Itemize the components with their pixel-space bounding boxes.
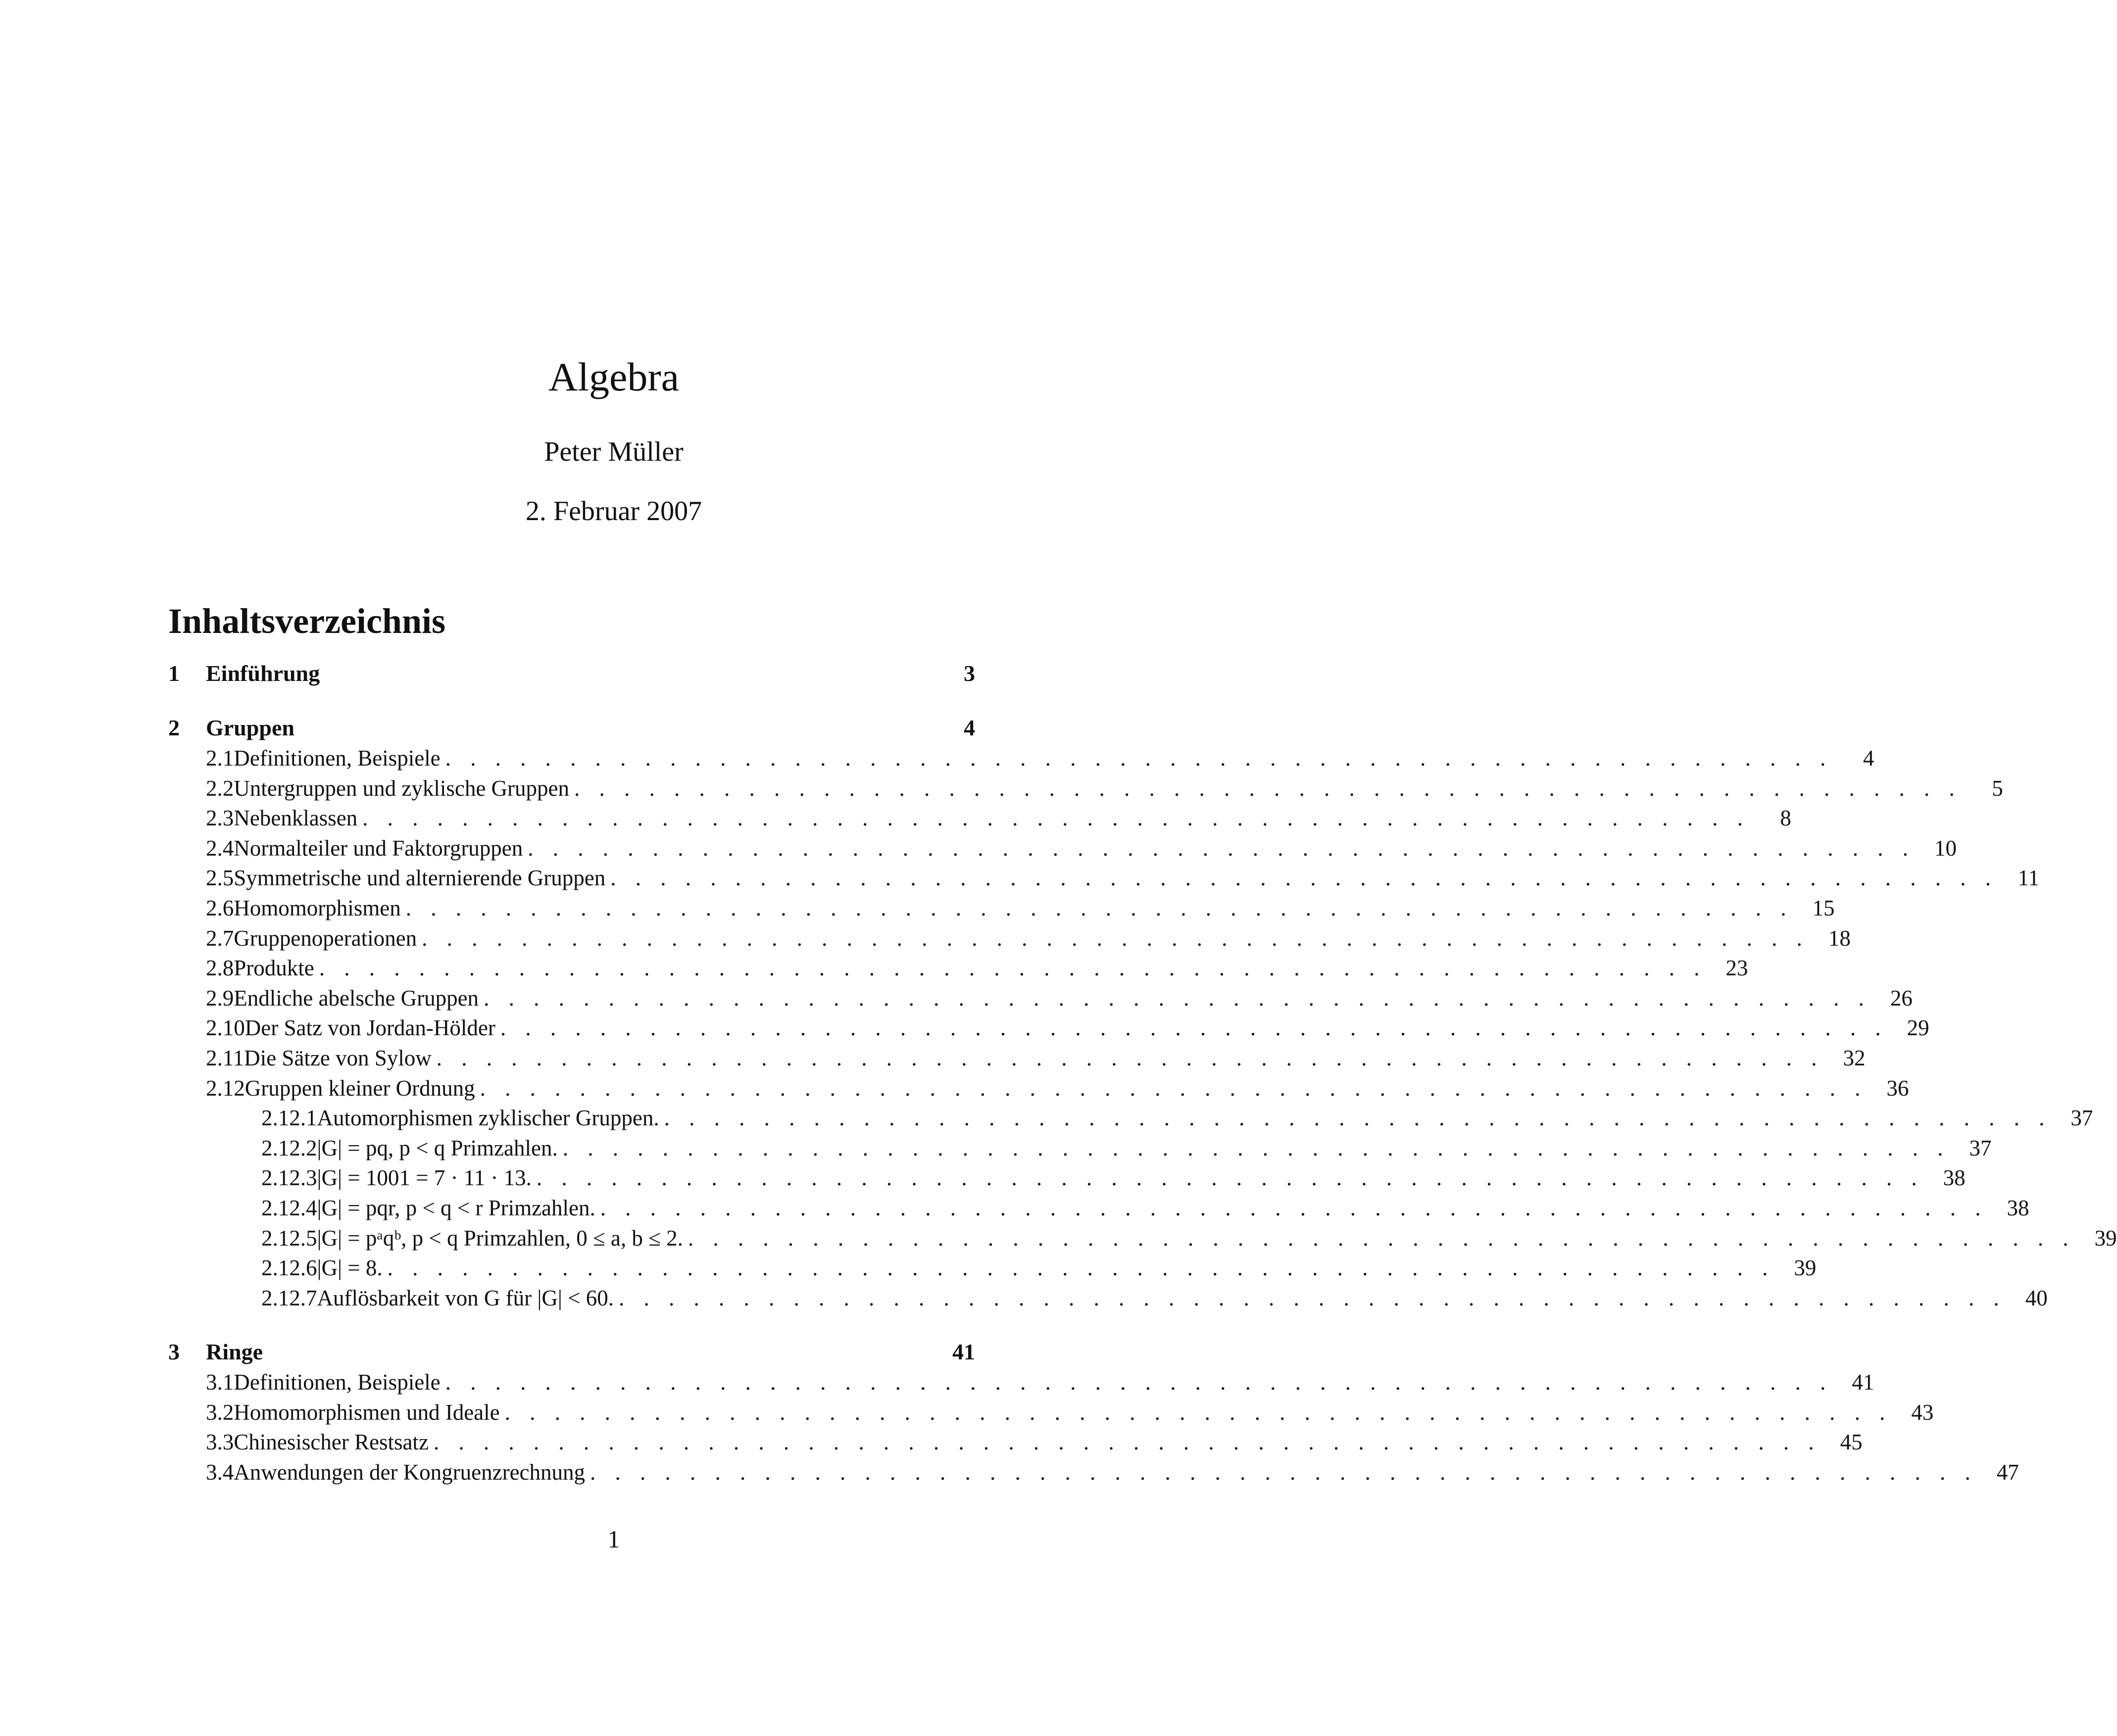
entry-title: |G| = pᵃqᵇ, p < q Primzahlen, 0 ≤ a, b ≤ 2. xyxy=(317,1225,683,1251)
document-date: 2. Februar 2007 xyxy=(525,496,702,527)
entry-page: 38 xyxy=(1943,1165,1966,1191)
dot-leader: . . . . . . . . . . . . . . . . . . . . . . . . . . . . . . . . . . . . . . . . . . . . . . . . . . . . . . . . xyxy=(319,956,1707,981)
dot-leader: . . . . . . . . . . . . . . . . . . . . . . . . . . . . . . . . . . . . . . . . . . . . . . . . . . . . . . . . xyxy=(436,1045,1824,1070)
toc-entry[interactable] xyxy=(168,1398,1934,1428)
toc-chapter-3[interactable] xyxy=(168,1337,975,1367)
toc-entry[interactable] xyxy=(168,773,2003,804)
entry-page: 23 xyxy=(1725,956,1748,981)
entry-number: 3.2 xyxy=(206,1399,234,1425)
entry-number: 2.12.6 xyxy=(261,1255,317,1281)
entry-page: 39 xyxy=(2094,1225,2117,1251)
dot-leader: . . . . . . . . . . . . . . . . . . . . . . . . . . . . . . . . . . . . . . . . . . . . . . . . . . . . . . . . xyxy=(600,1195,1988,1220)
entry-title: |G| = pq, p < q Primzahlen. xyxy=(317,1135,558,1160)
dot-leader: . . . . . . . . . . . . . . . . . . . . . . . . . . . . . . . . . . . . . . . . . . . . . . . . . . . . . . . . xyxy=(445,746,1833,771)
entry-number: 2.12.1 xyxy=(261,1106,317,1131)
dot-leader: . . . . . . . . . . . . . . . . . . . . . . . . . . . . . . . . . . . . . . . . . . . . . . . . . . . . . . . . xyxy=(574,775,1962,801)
entry-number: 3.3 xyxy=(206,1430,234,1455)
entry-page: 32 xyxy=(1843,1045,1866,1070)
entry-number: 3.1 xyxy=(206,1370,234,1395)
table-of-contents xyxy=(168,658,2117,1488)
toc-heading: Inhaltsverzeichnis xyxy=(168,601,446,641)
entry-title: Homomorphismen und Ideale xyxy=(234,1399,500,1425)
entry-page: 39 xyxy=(1794,1255,1817,1281)
toc-entry[interactable] xyxy=(168,953,1748,983)
toc-entry[interactable] xyxy=(168,923,1851,954)
entry-page: 18 xyxy=(1828,925,1851,951)
entry-number: 2.10 xyxy=(206,1015,245,1041)
entry-title: Produkte xyxy=(234,956,314,981)
dot-leader: . . . . . . . . . . . . . . . . . . . . . . . . . . . . . . . . . . . . . . . . . . . . . . . . . . . . . . . . xyxy=(610,866,1998,891)
document-title: Algebra xyxy=(548,354,680,399)
entry-number: 2.4 xyxy=(206,835,234,861)
toc-entry[interactable] xyxy=(168,1073,1909,1104)
entry-number: 2.8 xyxy=(206,956,234,981)
toc-entry[interactable] xyxy=(168,1367,1874,1398)
entry-page: 43 xyxy=(1911,1399,1934,1425)
dot-leader: . . . . . . . . . . . . . . . . . . . . . . . . . . . . . . . . . . . . . . . . . . . . . . . . . . . . . . . . xyxy=(387,1255,1775,1281)
toc-entry[interactable] xyxy=(168,1013,1929,1043)
toc-subentry[interactable] xyxy=(168,1253,1817,1283)
entry-page: 15 xyxy=(1812,895,1835,920)
entry-page: 37 xyxy=(2070,1106,2093,1131)
entry-number: 2.12.2 xyxy=(261,1135,317,1160)
entry-page: 40 xyxy=(2025,1285,2048,1310)
entry-number: 2.12.7 xyxy=(261,1285,317,1310)
toc-subentry[interactable] xyxy=(168,1133,1992,1163)
page-number: 1 xyxy=(607,1525,620,1553)
dot-leader: . . . . . . . . . . . . . . . . . . . . . . . . . . . . . . . . . . . . . . . . . . . . . . . . . . . . . . . . xyxy=(445,1370,1833,1395)
entry-title: |G| = 1001 = 7 · 11 · 13. xyxy=(317,1165,532,1191)
toc-subentry[interactable] xyxy=(168,1223,2117,1254)
entry-number: 2.2 xyxy=(206,775,234,801)
entry-page: 45 xyxy=(1840,1430,1863,1455)
entry-page: 26 xyxy=(1890,985,1913,1011)
entry-number: 2.7 xyxy=(206,925,234,951)
chapter-page: 4 xyxy=(964,715,975,740)
entry-title: Symmetrische und alternierende Gruppen xyxy=(234,866,606,891)
toc-subentry[interactable] xyxy=(168,1103,2093,1133)
entry-page: 47 xyxy=(1996,1460,2019,1485)
entry-number: 2.12.4 xyxy=(261,1195,317,1220)
chapter-title: Einführung xyxy=(206,661,320,686)
entry-number: 2.11 xyxy=(206,1045,245,1070)
dot-leader: . . . . . . . . . . . . . . . . . . . . . . . . . . . . . . . . . . . . . . . . . . . . . . . . . . . . . . . . xyxy=(562,1135,1950,1160)
dot-leader: . . . . . . . . . . . . . . . . . . . . . . . . . . . . . . . . . . . . . . . . . . . . . . . . . . . . . . . . xyxy=(405,895,1793,920)
toc-entry[interactable] xyxy=(168,1457,2019,1488)
dot-leader: . . . . . . . . . . . . . . . . . . . . . . . . . . . . . . . . . . . . . . . . . . . . . . . . . . . . . . . . xyxy=(619,1285,2006,1310)
entry-title: |G| = pqr, p < q < r Primzahlen. xyxy=(317,1195,595,1220)
entry-number: 3.4 xyxy=(206,1460,234,1485)
toc-chapter-2[interactable] xyxy=(168,713,975,743)
entry-title: Auflösbarkeit von G für |G| < 60. xyxy=(317,1285,614,1310)
entry-number: 2.12 xyxy=(206,1075,245,1101)
dot-leader: . . . . . . . . . . . . . . . . . . . . . . . . . . . . . . . . . . . . . . . . . . . . . . . . . . . . . . . . xyxy=(433,1430,1821,1455)
entry-title: Gruppen kleiner Ordnung xyxy=(245,1075,475,1101)
dot-leader: . . . . . . . . . . . . . . . . . . . . . . . . . . . . . . . . . . . . . . . . . . . . . . . . . . . . . . . . xyxy=(528,835,1916,861)
entry-title: Untergruppen und zyklische Gruppen xyxy=(234,775,569,801)
entry-number: 2.9 xyxy=(206,985,234,1011)
entry-number: 2.3 xyxy=(206,806,234,831)
toc-entry[interactable] xyxy=(168,1043,1866,1073)
dot-leader: . . . . . . . . . . . . . . . . . . . . . . . . . . . . . . . . . . . . . . . . . . . . . . . . . . . . . . . . xyxy=(480,1075,1868,1101)
dot-leader: . . . . . . . . . . . . . . . . . . . . . . . . . . . . . . . . . . . . . . . . . . . . . . . . . . . . . . . . xyxy=(664,1106,2052,1131)
entry-page: 37 xyxy=(1969,1135,1992,1160)
chapter-title: Ringe xyxy=(206,1339,263,1365)
entry-title: Definitionen, Beispiele xyxy=(234,1370,441,1395)
toc-entry[interactable] xyxy=(168,863,2040,893)
dot-leader: . . . . . . . . . . . . . . . . . . . . . . . . . . . . . . . . . . . . . . . . . . . . . . . . . . . . . . . . xyxy=(590,1460,1977,1485)
toc-entry[interactable] xyxy=(168,983,1913,1013)
entry-number: 2.12.5 xyxy=(261,1225,317,1251)
entry-title: Endliche abelsche Gruppen xyxy=(234,985,479,1011)
entry-number: 2.12.3 xyxy=(261,1165,317,1191)
entry-number: 2.1 xyxy=(206,746,234,771)
entry-page: 11 xyxy=(2018,866,2040,891)
dot-leader: . . . . . . . . . . . . . . . . . . . . . . . . . . . . . . . . . . . . . . . . . . . . . . . . . . . . . . . . xyxy=(422,925,1809,951)
toc-subentry[interactable] xyxy=(168,1193,2029,1223)
toc-subentry[interactable] xyxy=(168,1283,2048,1313)
entry-title: Definitionen, Beispiele xyxy=(234,746,441,771)
entry-title: Anwendungen der Kongruenzrechnung xyxy=(234,1460,586,1485)
dot-leader: . . . . . . . . . . . . . . . . . . . . . . . . . . . . . . . . . . . . . . . . . . . . . . . . . . . . . . . . xyxy=(362,806,1750,831)
entry-title: Nebenklassen xyxy=(234,806,358,831)
chapter-page: 41 xyxy=(952,1339,975,1365)
toc-chapter-1[interactable] xyxy=(168,658,975,689)
entry-page: 10 xyxy=(1934,835,1957,861)
dot-leader: . . . . . . . . . . . . . . . . . . . . . . . . . . . . . . . . . . . . . . . . . . . . . . . . . . . . . . . . xyxy=(504,1399,1892,1425)
entry-number: 2.6 xyxy=(206,895,234,920)
toc-entry[interactable] xyxy=(168,833,1957,864)
entry-title: Gruppenoperationen xyxy=(234,925,417,951)
toc-entry[interactable] xyxy=(168,803,1791,833)
entry-page: 4 xyxy=(1863,746,1874,771)
entry-title: Die Sätze von Sylow xyxy=(244,1045,432,1070)
entry-page: 38 xyxy=(2007,1195,2029,1220)
dot-leader: . . . . . . . . . . . . . . . . . . . . . . . . . . . . . . . . . . . . . . . . . . . . . . . . . . . . . . . . xyxy=(500,1015,1888,1041)
toc-entry[interactable] xyxy=(168,1427,1863,1457)
entry-title: |G| = 8. xyxy=(317,1255,383,1281)
entry-title: Der Satz von Jordan-Hölder xyxy=(245,1015,495,1041)
document-author: Peter Müller xyxy=(544,436,684,467)
entry-title: Automorphismen zyklischer Gruppen. xyxy=(317,1106,659,1131)
chapter-page: 3 xyxy=(964,661,975,686)
dot-leader: . . . . . . . . . . . . . . . . . . . . . . . . . . . . . . . . . . . . . . . . . . . . . . . . . . . . . . . . xyxy=(688,1225,2075,1251)
entry-title: Normalteiler und Faktorgruppen xyxy=(234,835,523,861)
entry-title: Homomorphismen xyxy=(234,895,401,920)
entry-page: 5 xyxy=(1992,775,2003,801)
entry-page: 29 xyxy=(1907,1015,1929,1041)
chapter-number: 3 xyxy=(168,1339,180,1365)
entry-page: 36 xyxy=(1886,1075,1909,1101)
chapter-number: 1 xyxy=(168,661,180,686)
chapter-title: Gruppen xyxy=(206,715,295,740)
dot-leader: . . . . . . . . . . . . . . . . . . . . . . . . . . . . . . . . . . . . . . . . . . . . . . . . . . . . . . . . xyxy=(484,985,1871,1011)
entry-number: 2.5 xyxy=(206,866,234,891)
entry-title: Chinesischer Restsatz xyxy=(234,1430,429,1455)
toc-entry[interactable] xyxy=(168,893,1835,923)
entry-page: 41 xyxy=(1852,1370,1874,1395)
toc-subentry[interactable] xyxy=(168,1163,1966,1193)
entry-page: 8 xyxy=(1780,806,1791,831)
dot-leader: . . . . . . . . . . . . . . . . . . . . . . . . . . . . . . . . . . . . . . . . . . . . . . . . . . . . . . . . xyxy=(536,1165,1924,1191)
chapter-number: 2 xyxy=(168,715,180,740)
toc-entry[interactable] xyxy=(168,743,1874,773)
